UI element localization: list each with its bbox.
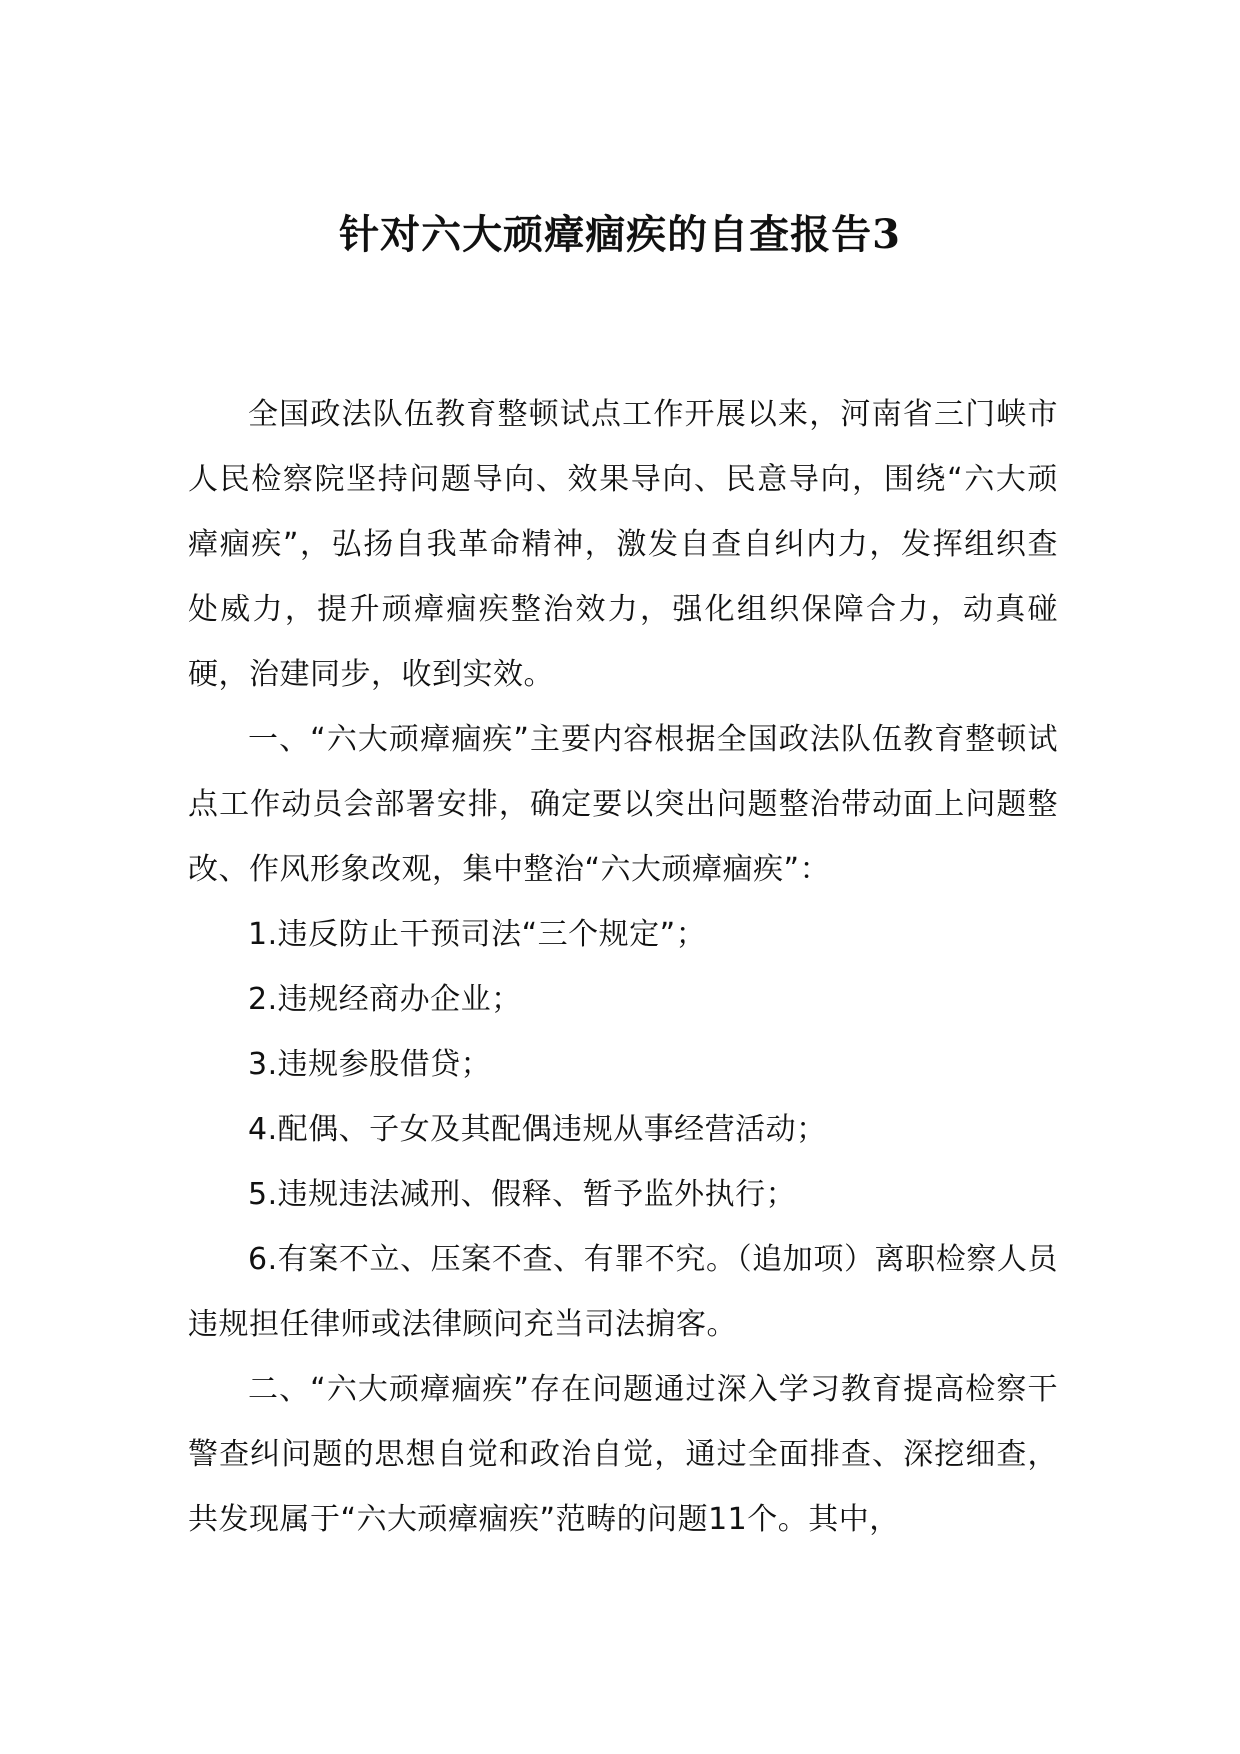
paragraph-intro: 全国政法队伍教育整顿试点工作开展以来，河南省三门峡市人民检察院坚持问题导向、效果导向、民意导向，围绕“六大顽瘴痼疾”，弘扬自我革命精神，激发自查自纠内力，发挥组织查处威力，提升顽瘴痼疾整治效力，强化组织保障合力，动真碰硬，治建同步，收到实效。 <box>188 397 1058 692</box>
list-item-6: 6.有案不立、压案不查、有罪不究。（追加项）离职检察人员违规担任律师或法律顾问充当司法掮客。 <box>188 1242 1058 1342</box>
document-body <box>188 382 1058 1552</box>
list-item-4: 4.配偶、子女及其配偶违规从事经营活动； <box>248 1112 827 1147</box>
paragraph-section-one: 一、“六大顽瘴痼疾”主要内容根据全国政法队伍教育整顿试点工作动员会部署安排，确定要以突出问题整治带动面上问题整改、作风形象改观，集中整治“六大顽瘴痼疾”： <box>188 722 1058 887</box>
paragraph-section-two: 二、“六大顽瘴痼疾”存在问题通过深入学习教育提高检察干警查纠问题的思想自觉和政治自觉，通过全面排查、深挖细查，共发现属于“六大顽瘴痼疾”范畴的问题11个。其中， <box>188 1372 1058 1537</box>
document-title: 针对六大顽瘴痼疾的自查报告3 <box>339 211 901 258</box>
list-item-3: 3.违规参股借贷； <box>248 1047 492 1082</box>
list-item-1: 1.违反防止干预司法“三个规定”； <box>248 917 707 952</box>
list-item-5: 5.违规违法减刑、假释、暂予监外执行； <box>248 1177 797 1212</box>
list-item-2: 2.违规经商办企业； <box>248 982 522 1017</box>
